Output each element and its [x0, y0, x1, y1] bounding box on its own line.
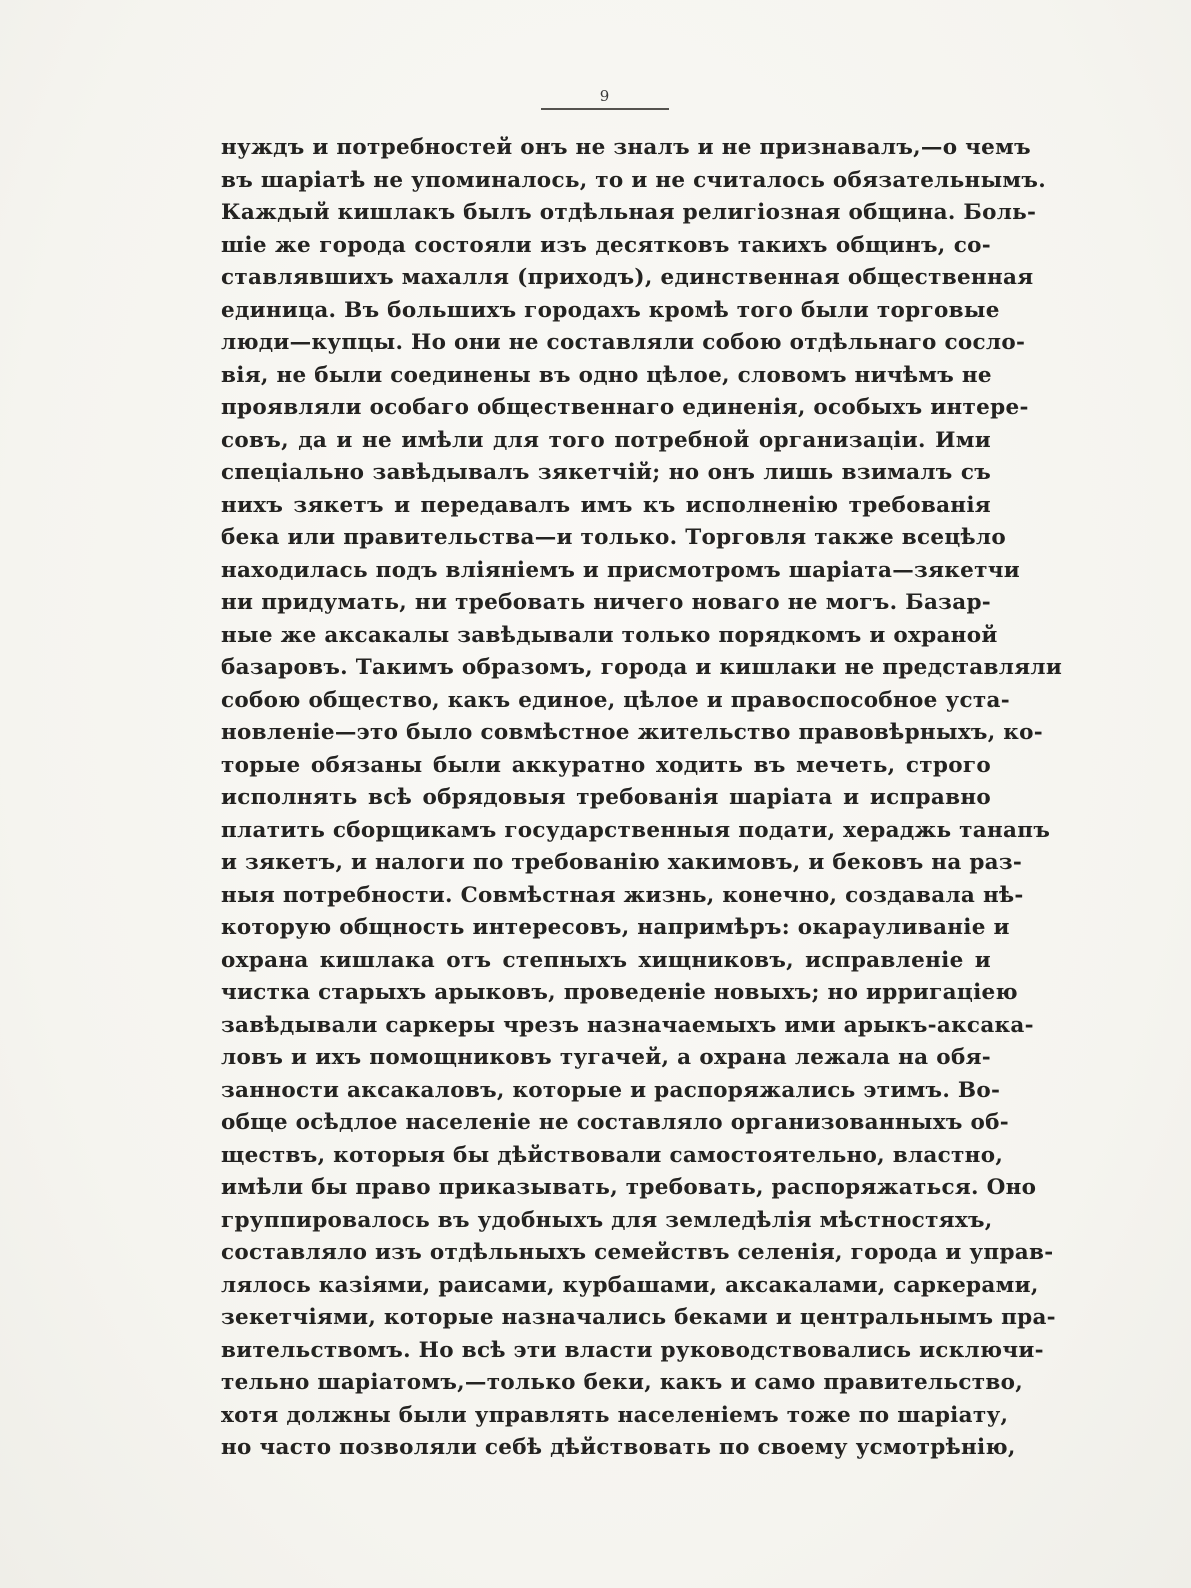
text-line: бека или правительства—и только. Торговля также всецѣло	[221, 525, 1007, 550]
text-line: собою общество, какъ единое, цѣлое и правоспособное уста-	[221, 687, 1010, 713]
text-line: ловъ и ихъ помощниковъ тугачей, а охрана лежала на обя-	[221, 1045, 991, 1070]
text-line: спеціально завѣдывалъ зякетчій; но онъ лишь взималъ съ	[221, 460, 991, 485]
text-line: ставлявшихъ махалля (приходъ), единственная общественная	[221, 265, 1034, 290]
text-line: проявляли особаго общественнаго единенія, особыхъ интере-	[221, 395, 1029, 420]
text-line: лялось казіями, раисами, курбашами, аксакалами, саркерами,	[221, 1272, 1039, 1298]
text-line: составляло изъ отдѣльныхъ семействъ селенія, города и управ-	[221, 1240, 1054, 1265]
text-line: ныя потребности. Совмѣстная жизнь, конечно, создавала нѣ-	[221, 882, 1024, 908]
text-line: находилась подъ вліяніемъ и присмотромъ шаріата—зякетчи	[221, 557, 1020, 583]
text-line: которую общность интересовъ, напримѣръ: окарауливаніе и	[221, 915, 1010, 940]
text-line: платить сборщикамъ государственныя подати, хераджь танапъ	[221, 817, 1051, 843]
text-line: вительствомъ. Но всѣ эти власти руководствовались исключи-	[221, 1337, 1044, 1363]
text-line: имѣли бы право приказывать, требовать, распоряжаться. Оно	[221, 1175, 1037, 1200]
text-line: и зякетъ, и налоги по требованію хакимовъ, и бековъ на раз-	[221, 850, 1023, 875]
text-line: торые обязаны были аккуратно ходить въ мечеть, строго	[221, 752, 991, 778]
text-line: вія, не были соединены въ одно цѣлое, словомъ ничѣмъ не	[221, 362, 992, 388]
text-line: шіе же города состояли изъ десятковъ такихъ общинъ, со-	[221, 232, 991, 258]
text-line: совъ, да и не имѣли для того потребной организаціи. Ими	[221, 427, 991, 453]
text-line: люди—купцы. Но они не составляли собою отдѣльнаго сосло-	[221, 330, 1026, 355]
text-line: исполнять всѣ обрядовыя требованія шаріата и исправно	[221, 785, 991, 810]
text-line: нуждъ и потребностей онъ не зналъ и не признавалъ,—о чемъ	[221, 135, 1031, 160]
text-line: зекетчіями, которые назначались беками и центральнымъ пра-	[221, 1305, 1056, 1330]
page-header	[220, 88, 990, 110]
text-line: новленіе—это было совмѣстное жительство правовѣрныхъ, ко-	[221, 720, 1043, 745]
text-line: ни придумать, ни требовать ничего новаго не могъ. Базар-	[221, 590, 991, 615]
text-line: завѣдывали саркеры чрезъ назначаемыхъ ими арыкъ-аксака-	[221, 1012, 1034, 1038]
text-line: чистка старыхъ арыковъ, проведеніе новыхъ; но ирригаціею	[221, 980, 1018, 1005]
page-number: 9	[599, 87, 611, 105]
text-line: ные же аксакалы завѣдывали только порядкомъ и охраной	[221, 622, 998, 648]
text-line: обще осѣдлое населеніе не составляло организованныхъ об-	[221, 1110, 1009, 1135]
body-text	[221, 132, 1063, 1465]
text-line: но часто позволяли себѣ дѣйствовать по своему усмотрѣнію,	[221, 1435, 1016, 1460]
text-line: охрана кишлака отъ степныхъ хищниковъ, исправленіе и	[221, 947, 991, 973]
text-line: нихъ зякетъ и передавалъ имъ къ исполненію требованія	[221, 492, 991, 518]
text-line: хотя должны были управлять населеніемъ тоже по шаріату,	[221, 1402, 1009, 1428]
page-number-rule	[541, 108, 669, 110]
text-line: единица. Въ большихъ городахъ кромѣ того были торговые	[221, 297, 1000, 323]
text-line: тельно шаріатомъ,—только беки, какъ и само правительство,	[221, 1370, 1024, 1395]
text-line: группировалось въ удобныхъ для земледѣлія мѣстностяхъ,	[221, 1207, 993, 1233]
text-line: базаровъ. Такимъ образомъ, города и кишлаки не представляли	[221, 655, 1063, 680]
text-line: Каждый кишлакъ былъ отдѣльная религіозная община. Боль-	[221, 200, 1037, 225]
text-line: ществъ, которыя бы дѣйствовали самостоятельно, властно,	[221, 1142, 1004, 1168]
text-line: занности аксакаловъ, которые и распоряжались этимъ. Во-	[221, 1077, 1001, 1103]
text-line: въ шаріатѣ не упоминалось, то и не считалось обязательнымъ.	[221, 167, 1046, 193]
